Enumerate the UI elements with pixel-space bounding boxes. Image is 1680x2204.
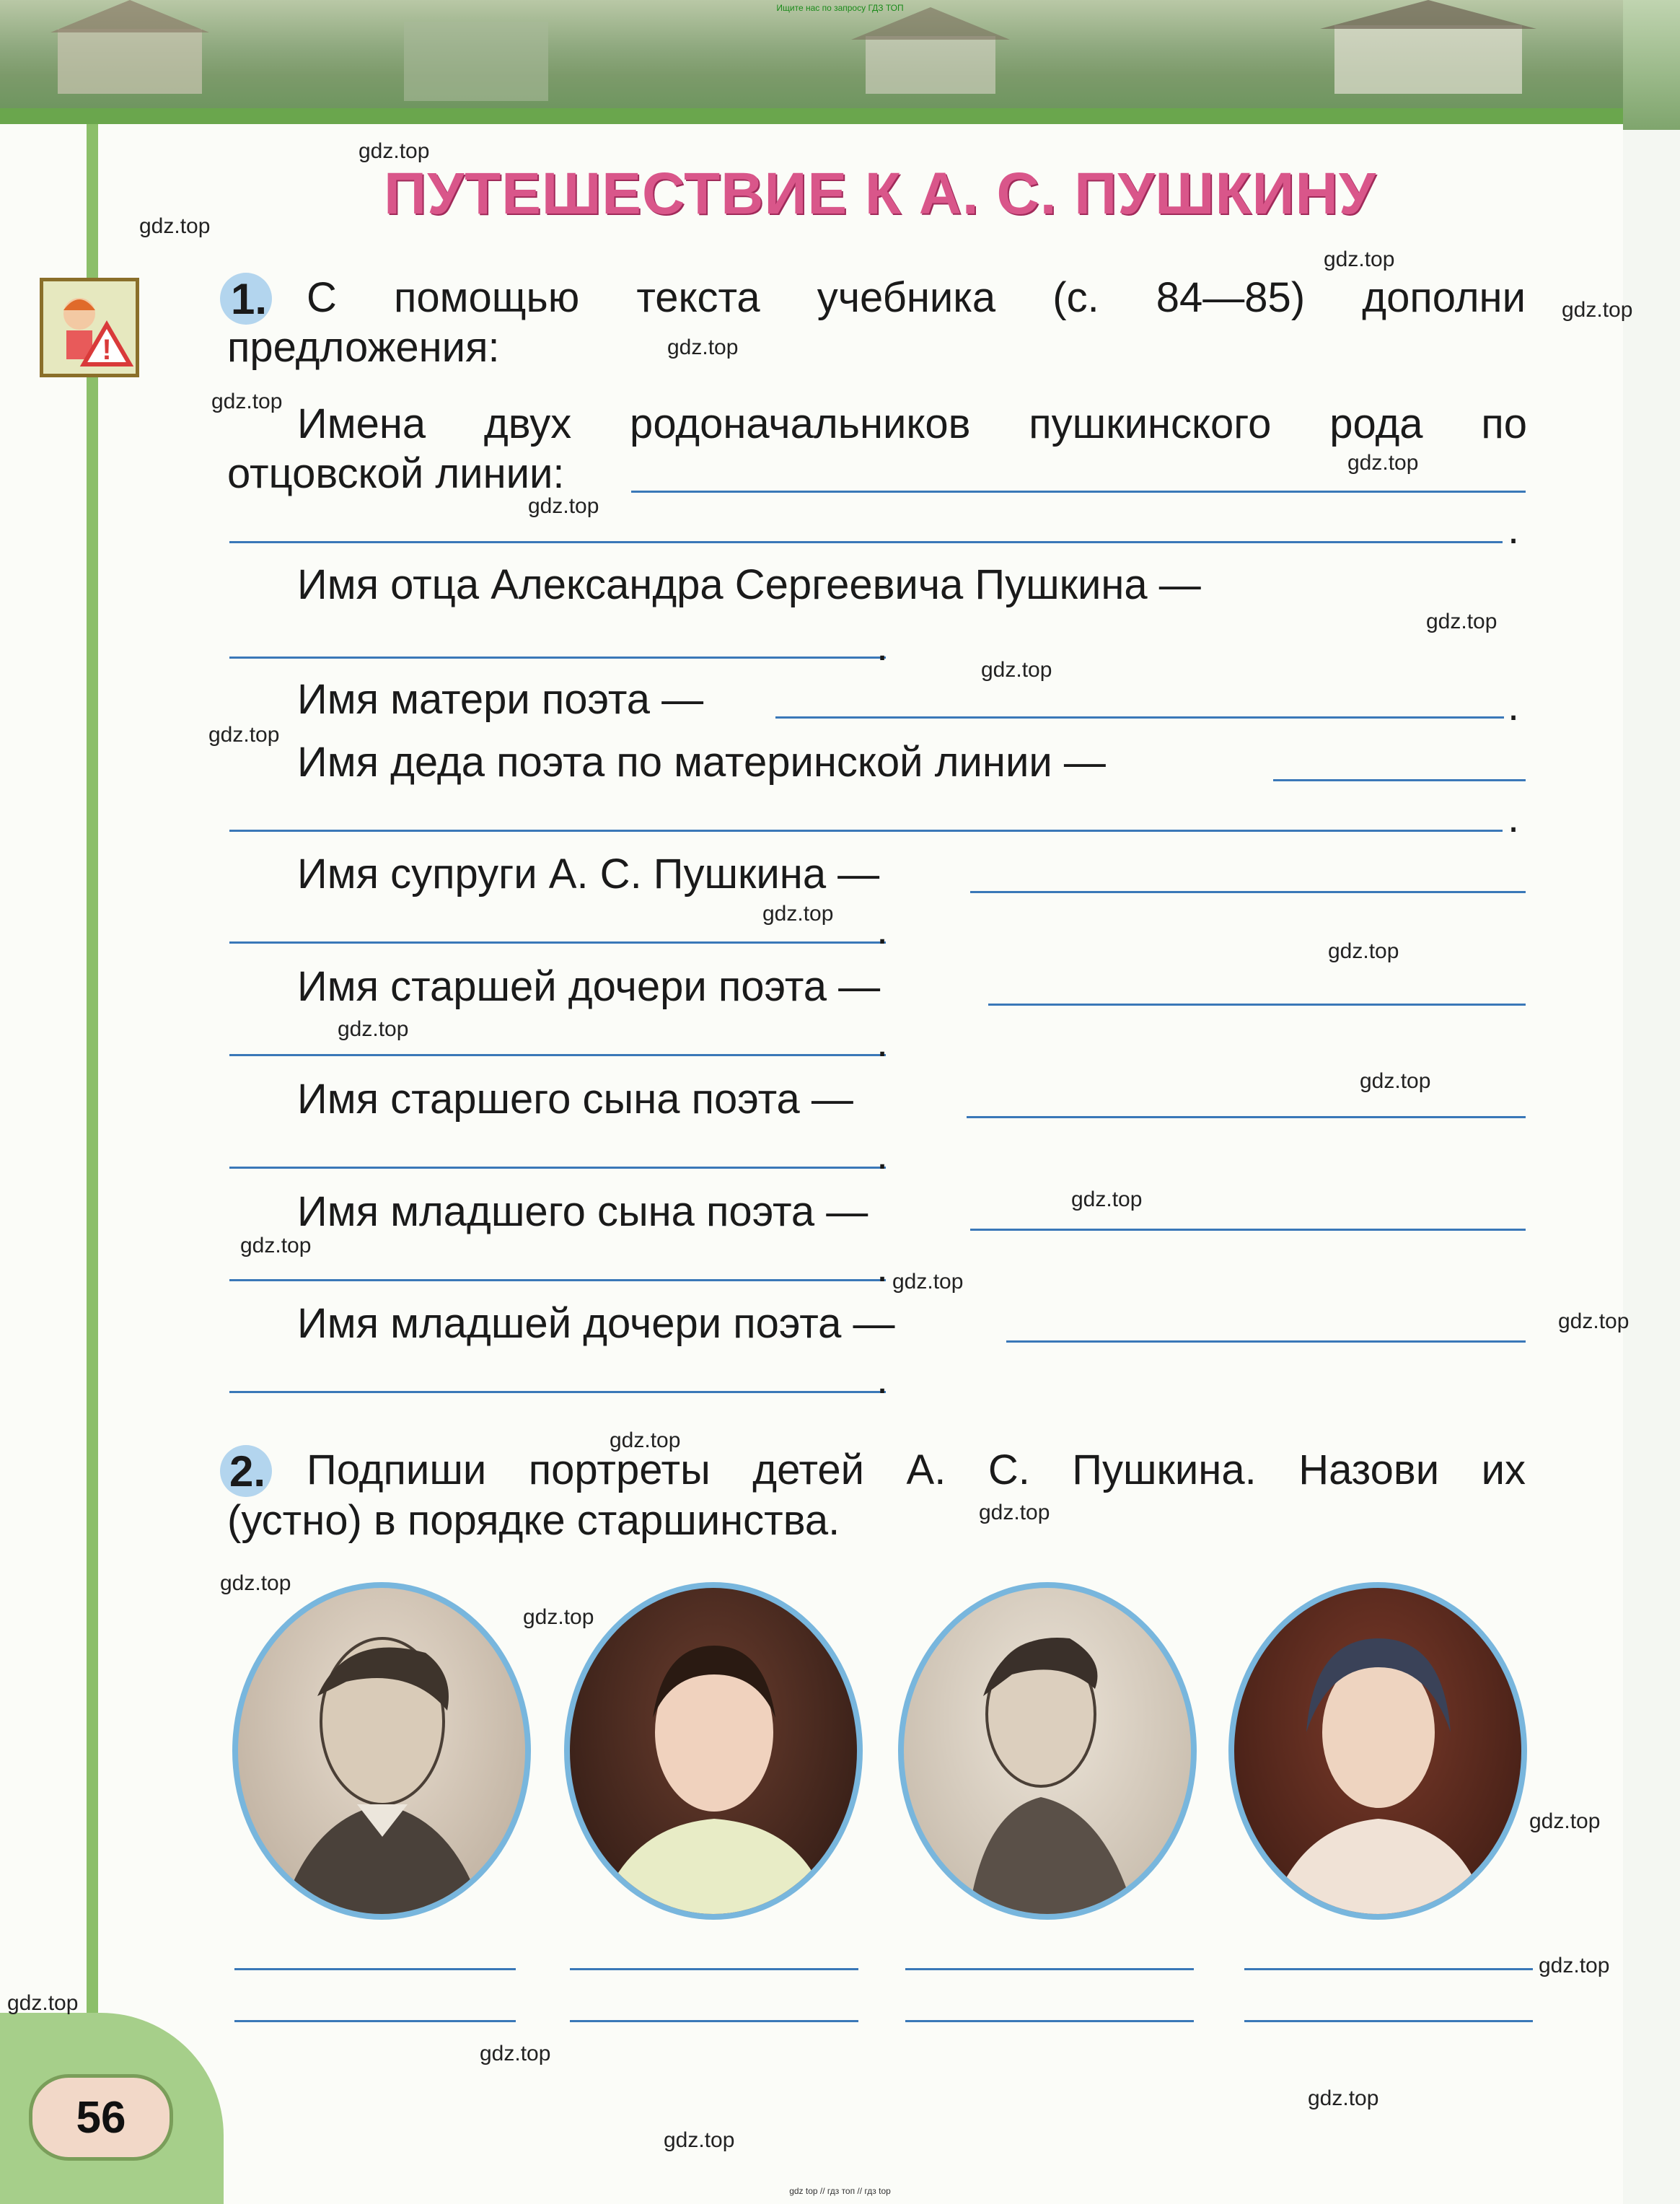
answer-line[interactable] <box>631 491 1526 493</box>
watermark: gdz.top <box>762 902 834 926</box>
answer-line[interactable] <box>229 1054 886 1056</box>
period: . <box>1508 794 1520 841</box>
banner-bottom-strip <box>0 108 1623 124</box>
task1-number: 1. <box>231 275 268 323</box>
portrait-caption-line[interactable] <box>905 2020 1194 2022</box>
watermark: gdz.top <box>1558 1309 1630 1333</box>
portrait-caption-line[interactable] <box>1244 2020 1533 2022</box>
watermark: gdz.top <box>892 1270 964 1294</box>
page-number: 56 <box>29 2074 173 2161</box>
answer-line[interactable] <box>229 941 886 944</box>
watermark: gdz.top <box>338 1017 409 1041</box>
item-text: Имя деда поэта по материнской линии — <box>297 739 1106 786</box>
watermark: gdz.top <box>1529 1809 1601 1833</box>
village-landscape-illustration <box>0 0 1623 108</box>
watermark: gdz.top <box>1347 451 1419 475</box>
bottom-caption: gdz top // гдз топ // гдз top <box>789 2186 891 2196</box>
period: . <box>876 1244 889 1291</box>
watermark: gdz.top <box>1324 247 1395 271</box>
task2-instruction-line1: Подпиши портреты детей А. С. Пушкина. Назови их <box>307 1446 1526 1493</box>
answer-line[interactable] <box>229 657 886 659</box>
top-caption: Ищите нас по запросу ГДЗ ТОП <box>776 3 904 13</box>
watermark: gdz.top <box>1071 1187 1143 1211</box>
watermark: gdz.top <box>1562 298 1633 322</box>
portrait-caption-line[interactable] <box>570 2020 858 2022</box>
item-text: Имя матери поэта — <box>297 676 704 723</box>
watermark: gdz.top <box>610 1428 681 1452</box>
portrait-daughter-shawl <box>1228 1582 1527 1920</box>
watermark: gdz.top <box>667 335 739 359</box>
watermark: gdz.top <box>664 2128 735 2152</box>
answer-line[interactable] <box>775 716 1504 719</box>
page-edge <box>1623 0 1680 2204</box>
period: . <box>876 623 889 669</box>
task1-instruction-line2: предложения: <box>227 324 500 371</box>
item-text: Имя старшей дочери поэта — <box>297 963 881 1010</box>
answer-line[interactable] <box>988 1004 1526 1006</box>
period: . <box>876 1131 889 1178</box>
watermark: gdz.top <box>220 1571 291 1595</box>
girl-warning-icon <box>40 278 139 377</box>
watermark: gdz.top <box>1328 939 1399 963</box>
watermark: gdz.top <box>523 1605 594 1629</box>
answer-line[interactable] <box>1273 779 1526 781</box>
answer-line[interactable] <box>970 1229 1526 1231</box>
watermark: gdz.top <box>1308 2086 1379 2110</box>
answer-line[interactable] <box>967 1116 1526 1118</box>
answer-line[interactable] <box>229 1167 886 1169</box>
answer-line[interactable] <box>970 891 1526 893</box>
watermark: gdz.top <box>1426 610 1498 633</box>
portrait-caption-line[interactable] <box>570 1968 858 1970</box>
watermark: gdz.top <box>480 2042 551 2065</box>
svg-text:!: ! <box>102 334 112 366</box>
watermark: gdz.top <box>359 139 430 163</box>
watermark: gdz.top <box>1539 1954 1610 1977</box>
period: . <box>1508 682 1520 729</box>
item-text: отцовской линии: <box>227 450 565 497</box>
item-text: Имя младшей дочери поэта — <box>297 1300 895 1347</box>
answer-line[interactable] <box>1006 1340 1526 1343</box>
answer-line[interactable] <box>229 1391 886 1393</box>
portrait-caption-line[interactable] <box>234 1968 516 1970</box>
watermark: gdz.top <box>979 1501 1050 1524</box>
task2-number: 2. <box>229 1447 266 1496</box>
page-title: ПУТЕШЕСТВИЕ К А. С. ПУШКИНУ <box>384 161 1376 227</box>
watermark: gdz.top <box>981 658 1052 682</box>
task1-instruction-line1: С помощью текста учебника (с. 84—85) дополни <box>307 274 1526 321</box>
watermark: gdz.top <box>139 214 211 238</box>
item-text: Имя старшего сына поэта — <box>297 1076 853 1123</box>
portrait-caption-line[interactable] <box>1244 1968 1533 1970</box>
portrait-son-sketch <box>232 1582 531 1920</box>
watermark: gdz.top <box>528 494 599 518</box>
item-text: Имя супруги А. С. Пушкина — <box>297 851 880 897</box>
page-edge-banner <box>1623 0 1680 130</box>
answer-line[interactable] <box>229 541 1503 543</box>
period: . <box>876 906 889 953</box>
watermark: gdz.top <box>211 390 283 413</box>
item-text: Имена двух родоначальников пушкинского рода по <box>297 400 1527 447</box>
watermark: gdz.top <box>7 1991 79 2015</box>
portrait-caption-line[interactable] <box>905 1968 1194 1970</box>
portrait-caption-line[interactable] <box>234 2020 516 2022</box>
period: . <box>1508 506 1520 553</box>
period: . <box>876 1356 889 1402</box>
portrait-daughter-painting <box>564 1582 863 1920</box>
portrait-son-profile <box>898 1582 1197 1920</box>
top-banner-illustration <box>0 0 1623 108</box>
watermark: gdz.top <box>208 723 280 747</box>
watermark: gdz.top <box>1360 1069 1431 1093</box>
margin-line <box>87 124 98 2043</box>
answer-line[interactable] <box>229 1279 886 1281</box>
item-text: Имя отца Александра Сергеевича Пушкина — <box>297 561 1201 608</box>
answer-line[interactable] <box>229 830 1503 832</box>
period: . <box>876 1019 889 1066</box>
task2-instruction-line2: (устно) в порядке старшинства. <box>227 1497 840 1544</box>
item-text: Имя младшего сына поэта — <box>297 1188 868 1235</box>
watermark: gdz.top <box>240 1234 312 1257</box>
